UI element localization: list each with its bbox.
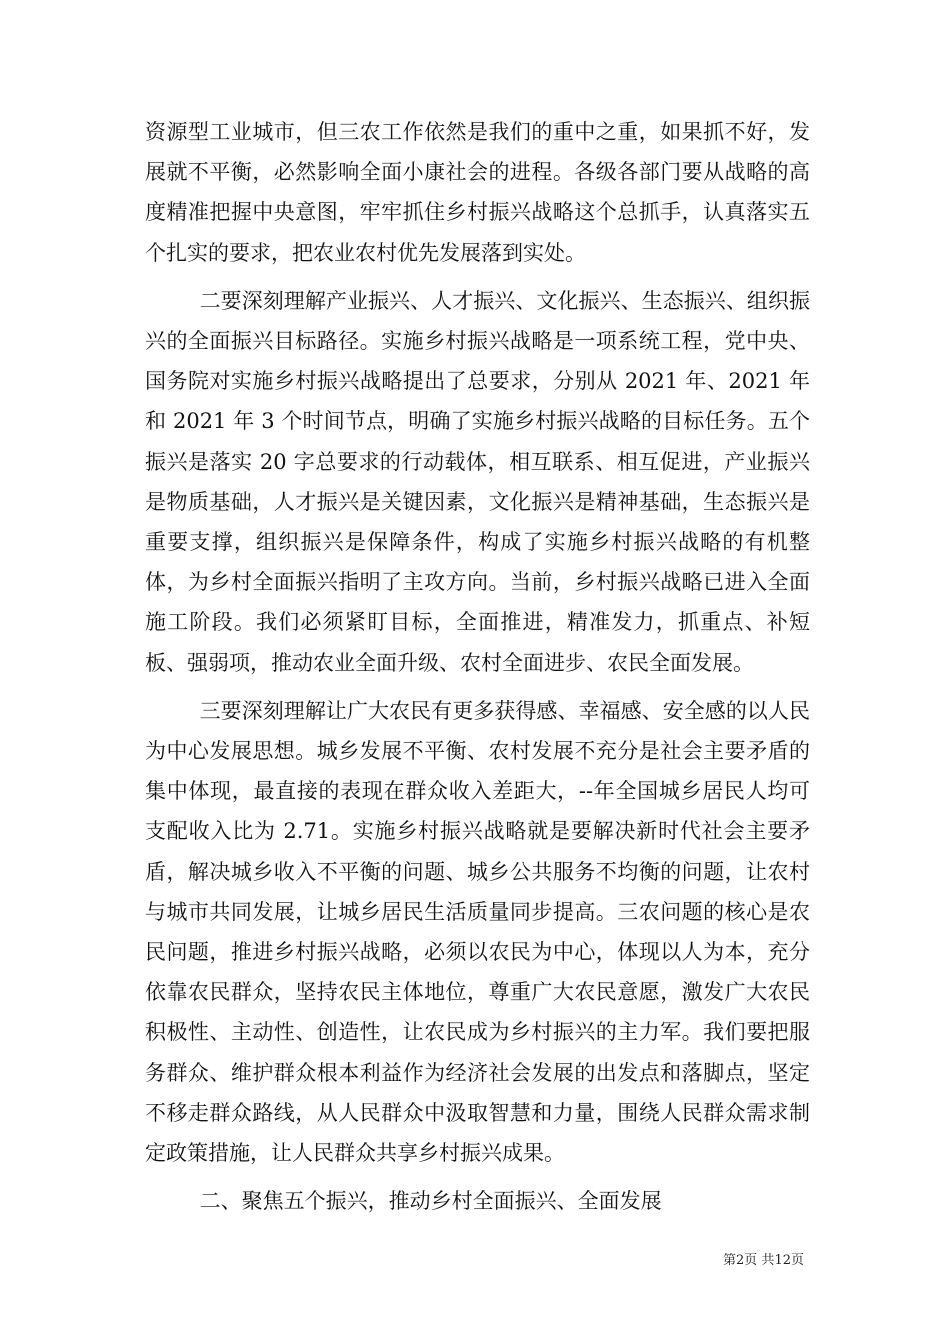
paragraph-continuation: 资源型工业城市，但三农工作依然是我们的重中之重，如果抓不好，发展就不平衡，必然影响全面小康社会的进程。各级各部门要从战略的高度精准把握中央意图，牢牢抓住乡村振兴战略这个总抓手，认真落实五个扎实的要求，把农业农村优先发展落到实处。: [145, 120, 810, 265]
paragraph-third-point: 三要深刻理解让广大农民有更多获得感、幸福感、安全感的以人民为中心发展思想。城乡发展不平衡、农村发展不充分是社会主要矛盾的集中体现，最直接的表现在群众收入差距大，--年全国城乡居民人均可支配收入比为 2.71。实施乡村振兴战略就是要解决新时代社会主要矛盾，解决城乡收入不平衡的问题、城乡公共服务不均衡的问题，让农村与城市共同发展，让城乡居民生活质量同步提高。三农问题的核心是农民问题，推进乡村振兴战略，必须以农民为中心，体现以人为本，充分依靠农民群众，坚持农民主体地位，尊重广大农民意愿，激发广大农民积极性、主动性、创造性，让农民成为乡村振兴的主力军。我们要把服务群众、维护群众根本利益作为经济社会发展的出发点和落脚点，坚定不移走群众路线，从人民群众中汲取智慧和力量，围绕人民群众需求制定政策措施，让人民群众共享乡村振兴成果。: [145, 698, 810, 1166]
footer-prefix: 第: [723, 1253, 737, 1268]
page-footer: [723, 1249, 804, 1268]
document-body: [145, 112, 810, 1221]
footer-total-pages: 12: [774, 1253, 791, 1268]
paragraph-second-point: 二要深刻理解产业振兴、人才振兴、文化振兴、生态振兴、组织振兴的全面振兴目标路径。实施乡村振兴战略是一项系统工程，党中央、国务院对实施乡村振兴战略提出了总要求，分别从 2021 年、2021 年和 2021 年 3 个时间节点，明确了实施乡村振兴战略的目标任务。五个振兴是落实 20 字总要求的行动载体，相互联系、相互促进，产业振兴是物质基础，人才振兴是关键因素，文化振兴是精神基础，生态振兴是重要支撑，组织振兴是保障条件，构成了实施乡村振兴战略的有机整体，为乡村全面振兴指明了主攻方向。当前，乡村振兴战略已进入全面施工阶段。我们必须紧盯目标，全面推进，精准发力，抓重点、补短板、强弱项，推动农业全面升级、农村全面进步、农民全面发展。: [145, 288, 810, 675]
footer-suffix: 页: [790, 1253, 804, 1268]
section-heading: 二、聚焦五个振兴，推动乡村全面振兴、全面发展: [199, 1189, 662, 1214]
footer-middle: 页 共: [744, 1253, 775, 1268]
footer-current-page: 2: [736, 1253, 745, 1268]
